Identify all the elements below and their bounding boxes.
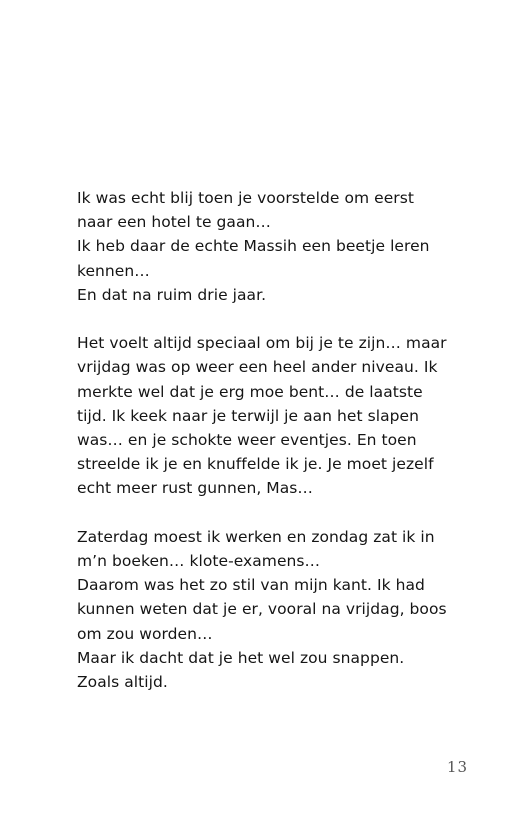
text-line: merkte wel dat je erg moe bent… de laatste <box>77 382 423 401</box>
text-line: echt meer rust gunnen, Mas… <box>77 479 313 498</box>
text-line: was… en je schokte weer eventjes. En toen <box>77 431 417 450</box>
text-line: Ik heb daar de echte Massih een beetje leren <box>77 237 430 256</box>
body-text <box>77 186 497 718</box>
text-line: Ik was echt blij toen je voorstelde om eerst <box>77 189 414 207</box>
text-line: Maar ik dacht dat je het wel zou snappen. <box>77 648 405 667</box>
paragraph-1 <box>77 186 497 307</box>
text-line: Zaterdag moest ik werken en zondag zat ik in <box>77 527 435 546</box>
text-line: om zou worden… <box>77 624 213 643</box>
text-line: Daarom was het zo stil van mijn kant. Ik had <box>77 576 425 595</box>
paragraph-2 <box>77 331 497 500</box>
text-line: m’n boeken… klote-examens… <box>77 552 321 571</box>
text-line: Zoals altijd. <box>77 673 168 692</box>
text-line: tijd. Ik keek naar je terwijl je aan het slapen <box>77 406 419 425</box>
page-number: 13 <box>447 758 469 776</box>
paragraph-3 <box>77 525 497 694</box>
text-line: kunnen weten dat je er, vooral na vrijdag, boos <box>77 600 447 619</box>
text-line: kennen… <box>77 261 150 280</box>
text-line: streelde ik je en knuffelde ik je. Je moet jezelf <box>77 455 434 474</box>
text-line: En dat na ruim drie jaar. <box>77 285 267 304</box>
text-line: naar een hotel te gaan… <box>77 213 271 232</box>
text-line: vrijdag was op weer een heel ander niveau. Ik <box>77 358 438 377</box>
text-line: Het voelt altijd speciaal om bij je te zijn… maar <box>77 334 447 353</box>
